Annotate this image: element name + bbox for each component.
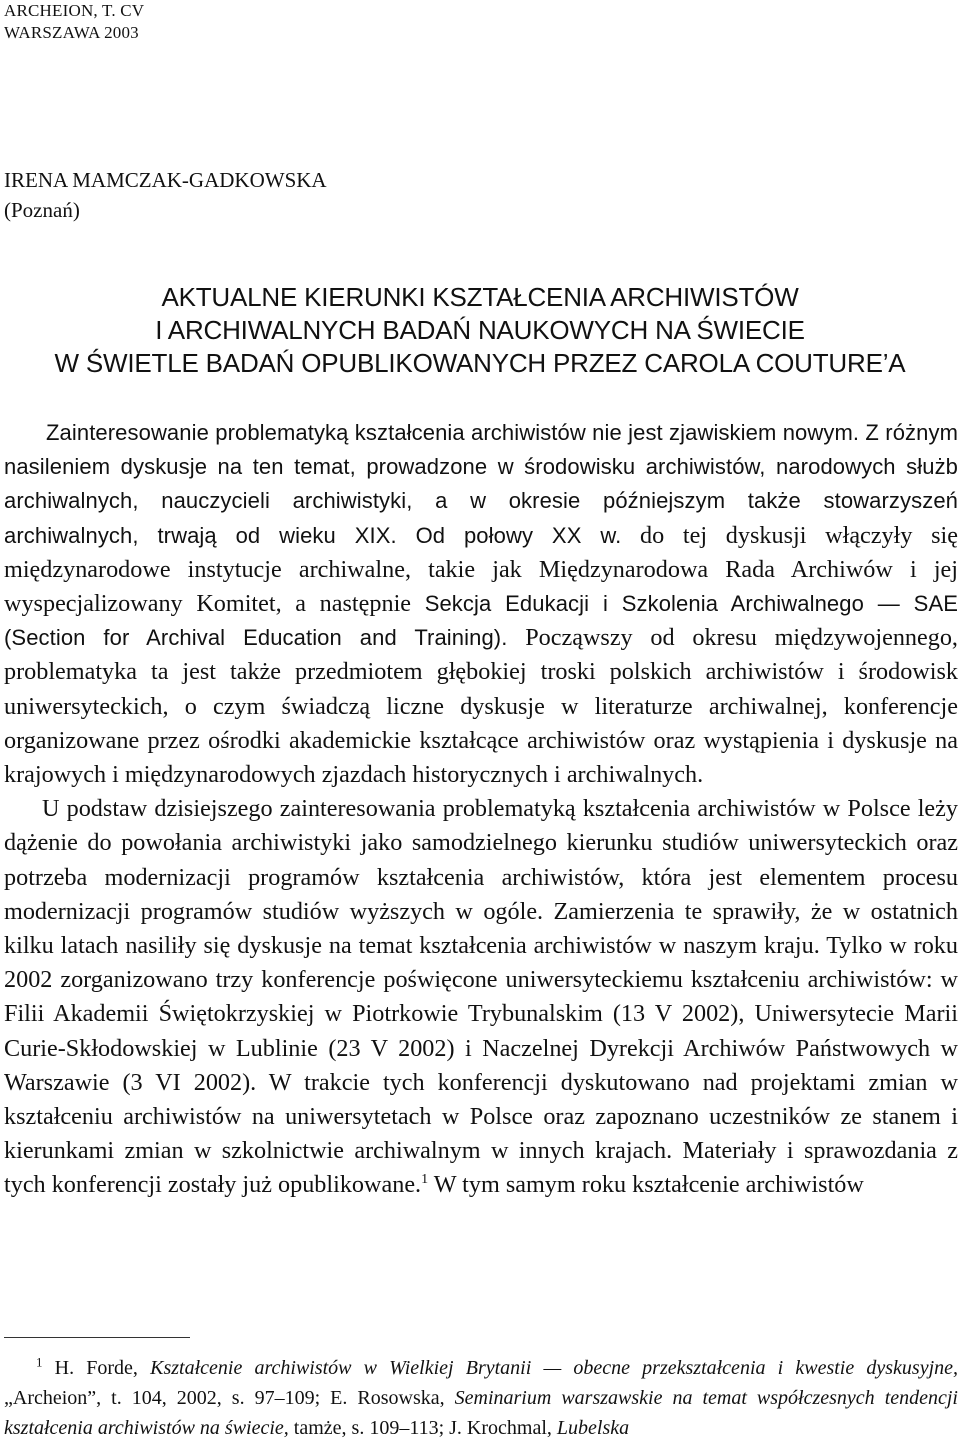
title-line-3: W ŚWIETLE BADAŃ OPUBLIKOWANYCH PRZEZ CAROLA COUTURE’A bbox=[54, 348, 906, 378]
paragraph-1-text-a: Zainteresowanie problematyką kształcenia archiwistów nie jest zjawiskiem nowym. Z różnym nasileniem dyskusje na ten temat, prowadzone w środowisku archiwistów, narodowych służb archiwalnych, nauczycieli archiwistyki, a w okresie późniejszym także stowarzyszeń archiwalnych, trwają od wieku XIX. Od połowy XX w. bbox=[4, 420, 958, 548]
author-name: IRENA MAMCZAK-GADKOWSKA bbox=[4, 168, 327, 192]
footnote-part-6: Lubelska bbox=[556, 1417, 630, 1439]
footnote-part-5: tamże, s. 109–113; J. Krochmal, bbox=[293, 1417, 552, 1439]
article-title bbox=[0, 281, 960, 380]
footnote-text bbox=[4, 1353, 958, 1443]
journal-header bbox=[4, 0, 144, 44]
paragraph-2 bbox=[4, 792, 958, 1202]
article-body bbox=[4, 416, 958, 1203]
author-block bbox=[4, 165, 327, 225]
author-affiliation: (Poznań) bbox=[4, 198, 80, 222]
footnote-divider bbox=[4, 1337, 190, 1338]
journal-volume: ARCHEION, T. CV bbox=[4, 1, 145, 20]
title-line-2: I ARCHIWALNYCH BADAŃ NAUKOWYCH NA ŚWIECIE bbox=[155, 315, 805, 345]
journal-place-year: WARSZAWA 2003 bbox=[4, 23, 139, 42]
title-line-1: AKTUALNE KIERUNKI KSZTAŁCENIA ARCHIWISTÓW bbox=[161, 282, 799, 312]
footnote-number: 1 bbox=[36, 1354, 43, 1370]
footnote-reference[interactable]: 1 bbox=[421, 1172, 429, 1188]
footnote-part-1: H. Forde, bbox=[54, 1357, 138, 1379]
footnote-part-3: „Archeion”, t. 104, 2002, s. 97–109; E. Rosowska, bbox=[4, 1387, 445, 1409]
paragraph-1-text-d: Począwszy od okresu międzywojennego, problematyka ta jest także przedmiotem głębokiej troski polskich archiwistów i środowisk uniwersyteckich, o czym świadczą liczne dyskusje w literaturze archiwalnej, konferencje organizowane przez ośrodki akademickie kształcące archiwistów oraz wystąpienia i dyskusje na krajowych i międzynarodowych zjazdach historycznych i archiwalnych. bbox=[4, 624, 958, 789]
paragraph-1 bbox=[4, 416, 958, 792]
paragraph-1-text-c: Sekcja Edukacji i Szkolenia Archiwalnego — SAE (Section for Archival Education and Training). bbox=[4, 591, 959, 651]
footnote-part-4: Seminarium warszawskie na temat współczesnych tendencji kształcenia archiwistów na świecie, bbox=[4, 1387, 958, 1439]
paragraph-2-text-a: U podstaw dzisiejszego zainteresowania problematyką kształcenia archiwistów w Polsce leży dążenie do powołania archiwistyki jako samodzielnego kierunku studiów uniwersyteckich oraz potrzeba modernizacji programów kształcenia archiwistów, która jest elementem procesu modernizacji programów studiów wyższych w ogóle. Zamierzenia te sprawiły, że w ostatnich kilku latach nasiliły się dyskusje na temat kształcenia archiwistów w naszym kraju. Tylko w roku 2002 zorganizowano trzy konferencje poświęcone uniwersyteckiemu kształceniu archiwistów: w Filii Akademii Świętokrzyskiej w Piotrkowie Trybunalskim (13 V 2002), Uniwersytecie Marii Curie-Skłodowskiej w Lublinie (23 V 2002) i Naczelnej Dyrekcji Archiwów Państwowych w Warszawie (3 VI 2002). W trakcie tych konferencji dyskutowano nad projektami zmian w kształceniu archiwistów na uniwersytetach w Polsce oraz zapoznano uczestników ze stanem i kierunkami zmian w szkolnictwie archiwalnym w innych krajach. Materiały i sprawozdania z tych konferencji zostały już opublikowane. bbox=[4, 795, 958, 1199]
paragraph-2-text-b: W tym samym roku kształcenie archiwistów bbox=[433, 1171, 864, 1199]
footnote bbox=[4, 1353, 958, 1443]
paragraph-1-text-b: do tej dyskusji włączyły się międzynarodowe instytucje archiwalne, takie jak Międzynarodowa Rada Archiwów i jej wyspecjalizowany Komitet, a następnie bbox=[4, 521, 958, 618]
footnote-part-2: Kształcenie archiwistów w Wielkiej Brytanii — obecne przekształcenia i kwestie dyskusyjne, bbox=[150, 1357, 959, 1379]
